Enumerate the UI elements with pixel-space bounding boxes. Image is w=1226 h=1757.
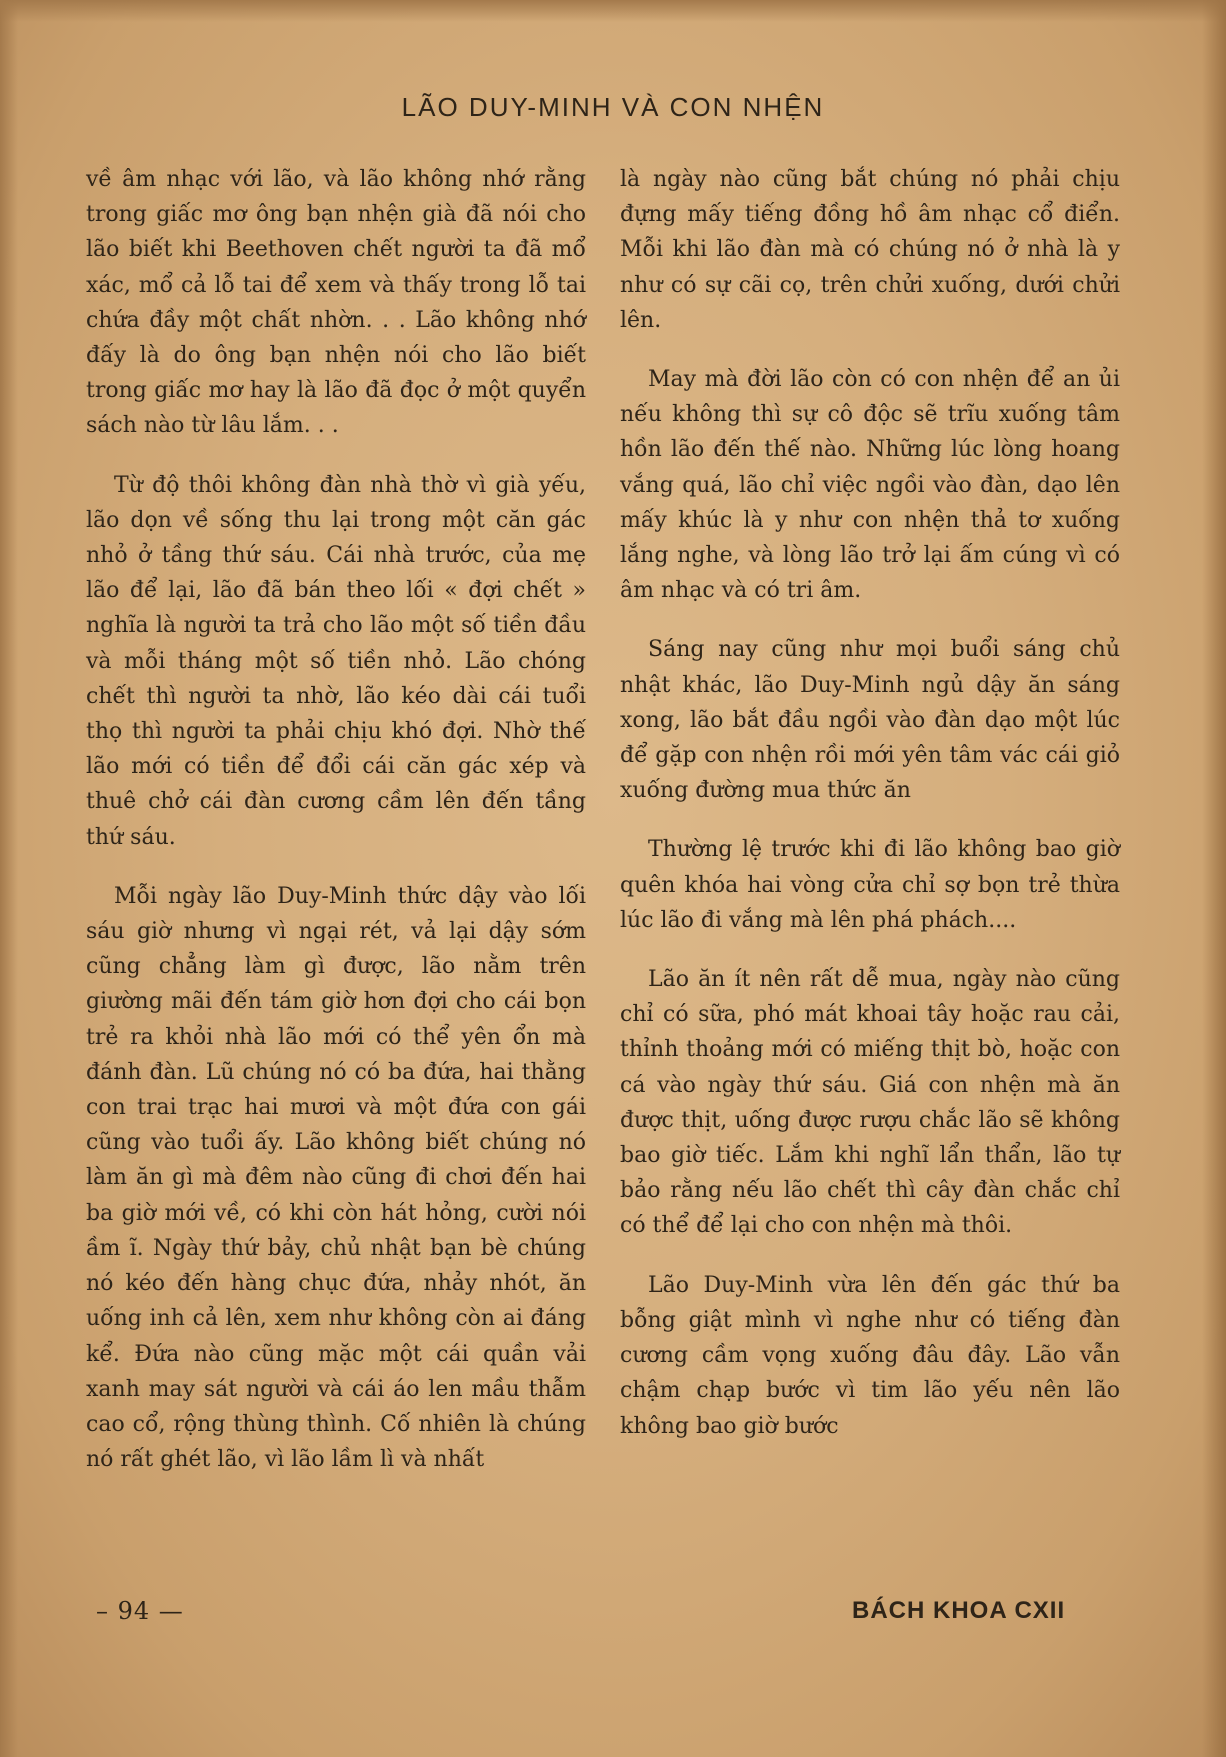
paragraph: Mỗi ngày lão Duy-Minh thức dậy vào lối sáu giờ nhưng vì ngại rét, vả lại dậy sớm cũng chẳng làm gì được, lão nằm trên giường mãi đến tám giờ hơn đợi cho cái bọn trẻ ra khỏi nhà lão mới có thể yên ổn mà đánh đàn. Lũ chúng nó có ba đứa, hai thằng con trai trạc hai mươi và một đứa con gái cũng vào tuổi ấy. Lão không biết chúng nó làm ăn gì mà đêm nào cũng đi chơi đến hai ba giờ mới về, có khi còn hát hỏng, cười nói ầm ĩ. Ngày thứ bảy, chủ nhật bạn bè chúng nó kéo đến hàng chục đứa, nhảy nhót, ăn uống inh cả lên, xem như không còn ai đáng kể. Đứa nào cũng mặc một cái quần vải xanh may sát người và cái áo len mầu thẫm cao cổ, rộng thùng thình. Cố nhiên là chúng nó rất ghét lão, vì lão lầm lì và nhất (86, 883, 586, 1473)
paragraph: Lão ăn ít nên rất dễ mua, ngày nào cũng chỉ có sữa, phó mát khoai tây hoặc rau cải, thỉnh thoảng mới có miếng thịt bò, hoặc con cá vào ngày thứ sáu. Giá con nhện mà ăn được thịt, uống được rượu chắc lão sẽ không bao giờ tiếc. Lắm khi nghĩ lẩn thẩn, lão tự bảo rằng nếu lão chết thì cây đàn chắc chỉ có thể để lại cho con nhện mà thôi. (620, 967, 1120, 1239)
right-column (620, 162, 1120, 1468)
paragraph: Lão Duy-Minh vừa lên đến gác thứ ba bỗng giật mình vì nghe như có tiếng đàn cương cầm vọng xuống đâu đây. Lão vẫn chậm chạp bước vì tim lão yếu nên lão không bao giờ bước (620, 1272, 1120, 1439)
paragraph: Từ độ thôi không đàn nhà thờ vì già yếu, lão dọn về sống thu lại trong một căn gác nhỏ ở tầng thứ sáu. Cái nhà trước, của mẹ lão để lại, lão đã bán theo lối « đợi chết » nghĩa là người ta trả cho lão một số tiền đầu và mỗi tháng một số tiền nhỏ. Lão chóng chết thì người ta nhờ, lão kéo dài cái tuổi thọ thì người ta phải chịu khó đợi. Nhờ thế lão mới có tiền để đổi cái căn gác xép và thuê chở cái đàn cương cầm lên đến tầng thứ sáu. (86, 472, 586, 850)
paragraph: về âm nhạc với lão, và lão không nhớ rằng trong giấc mơ ông bạn nhện già đã nói cho lão biết khi Beethoven chết người ta đã mổ xác, mổ cả lỗ tai để xem và thấy trong lỗ tai chứa đầy một chất nhờn. . . Lão không nhớ đấy là do ông bạn nhện nói cho lão biết trong giấc mơ hay là lão đã đọc ở một quyển sách nào từ lâu lắm. . . (86, 167, 586, 439)
paragraph: May mà đời lão còn có con nhện để an ủi nếu không thì sự cô độc sẽ trĩu xuống tâm hồn lão đến thế nào. Những lúc lòng hoang vắng quá, lão chỉ việc ngồi vào đàn, dạo lên mấy khúc là y như con nhện thả tơ xuống lắng nghe, và lòng lão trở lại ấm cúng vì có âm nhạc và có tri âm. (620, 367, 1120, 604)
page-edge-top (0, 0, 1226, 22)
page-number: – 94 — (96, 1597, 184, 1625)
page-edge-left (0, 0, 18, 1757)
paragraph: là ngày nào cũng bắt chúng nó phải chịu đựng mấy tiếng đồng hồ âm nhạc cổ điển. Mỗi khi lão đàn mà có chúng nó ở nhà là y như có sự cãi cọ, trên chửi xuống, dưới chửi lên. (620, 167, 1120, 333)
page-edge-right (1202, 0, 1226, 1757)
paragraph: Thường lệ trước khi đi lão không bao giờ quên khóa hai vòng cửa chỉ sợ bọn trẻ thừa lúc lão đi vắng mà lên phá phách.... (620, 837, 1120, 933)
paragraph: Sáng nay cũng như mọi buổi sáng chủ nhật khác, lão Duy-Minh ngủ dậy ăn sáng xong, lão bắt đầu ngồi vào đàn dạo một lúc để gặp con nhện rồi mới yên tâm vác cái giỏ xuống đường mua thức ăn (620, 637, 1120, 804)
page-title: LÃO DUY-MINH VÀ CON NHỆN (401, 92, 825, 122)
magazine-name: BÁCH KHOA CXII (852, 1597, 1066, 1624)
left-column (86, 162, 586, 1501)
